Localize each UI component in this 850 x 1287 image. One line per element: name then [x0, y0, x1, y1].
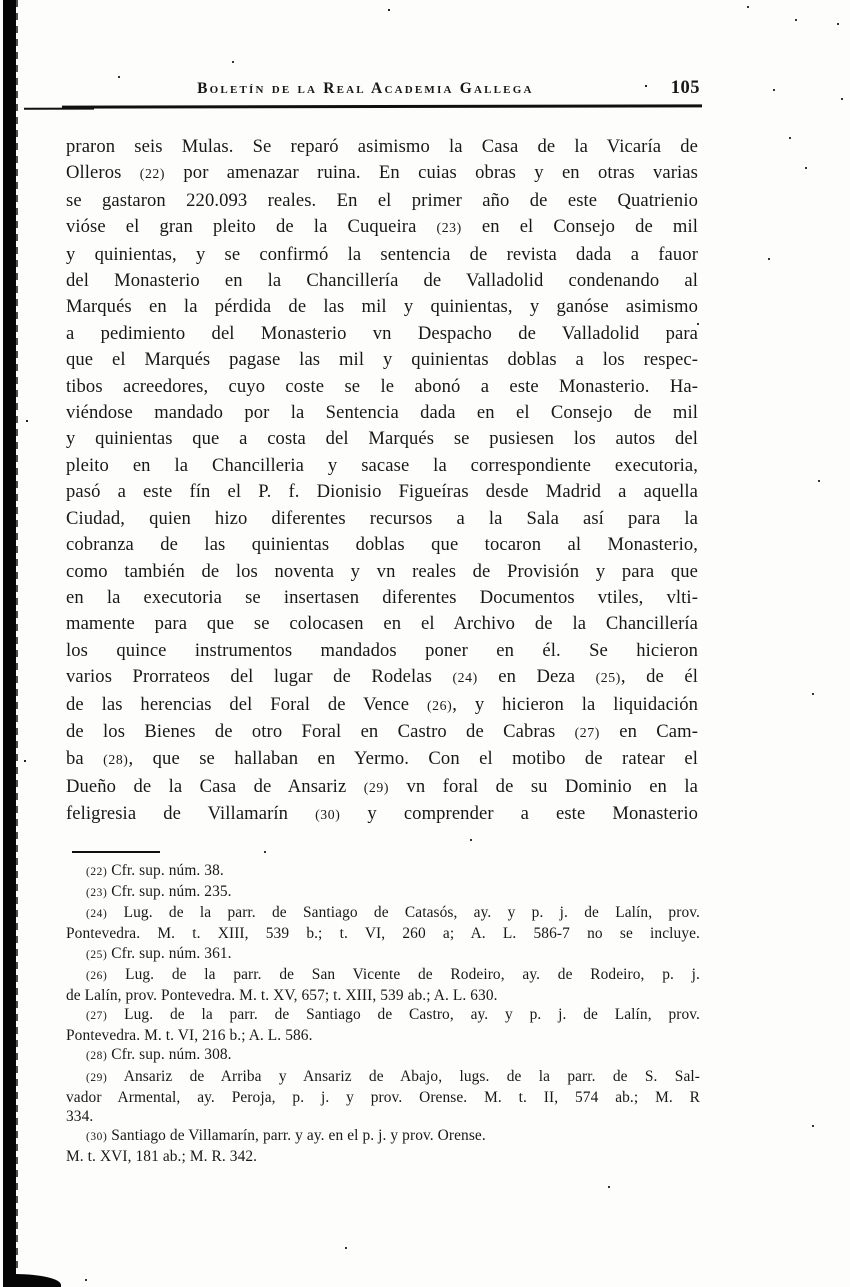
page-number: 105	[670, 78, 700, 98]
body-line: Dueño de la Casa de Ansariz (29) vn foral de su Dominio en la	[66, 775, 698, 797]
footnote-line: 334.	[66, 1107, 94, 1125]
footnote-separator-rule	[72, 851, 160, 853]
footnote-line: (26) Lug. de la parr. de San Vicente de Rodeiro, ay. de Rodeiro, p. j.	[86, 965, 700, 983]
body-line: en la executoria se insertasen diferentes Documentos vtiles, vlti-	[66, 586, 698, 608]
body-line: vióse el gran pleito de la Cuqueira (23) en el Consejo de mil	[66, 216, 698, 238]
body-text	[66, 134, 698, 829]
footnote-line: Pontevedra. M. t. VI, 216 b.; A. L. 586.	[66, 1027, 313, 1045]
footnote-line: M. t. XVI, 181 ab.; M. R. 342.	[66, 1148, 258, 1166]
body-line: del Monasterio en la Chancillería de Valladolid condenando al	[66, 270, 698, 292]
body-line: de las herencias del Foral de Vence (26), y hicieron la liquidación	[66, 693, 698, 715]
body-line: pleito en la Chancilleria y sacase la correspondiente executoria,	[66, 454, 698, 476]
body-line: Olleros (22) por amenazar ruina. En cuias obras y en otras varias	[66, 162, 698, 184]
body-line: a pedimiento del Monasterio vn Despacho de Valladolid para	[66, 322, 698, 344]
footnote-line: de Lalín, prov. Pontevedra. M. t. XV, 657; t. XIII, 539 ab.; A. L. 630.	[66, 986, 498, 1004]
footnote-line: (25) Cfr. sup. núm. 361.	[86, 944, 232, 962]
body-line: los quince instrumentos mandados poner en él. Se hicieron	[66, 639, 698, 661]
scan-speckles	[0, 0, 2, 2]
footnotes	[66, 861, 700, 1166]
page-header	[66, 78, 700, 99]
footnote-line: (24) Lug. de la parr. de Santiago de Catasós, ay. y p. j. de Lalín, prov.	[86, 904, 700, 922]
footnote-line: (23) Cfr. sup. núm. 235.	[86, 883, 232, 901]
body-line: pasó a este fín el P. f. Dionisio Figueíras desde Madrid a aquella	[66, 481, 698, 503]
footnote-line: Pontevedra. M. t. XIII, 539 b.; t. VI, 260 a; A. L. 586-7 no se incluye.	[66, 925, 700, 943]
body-line: varios Prorrateos del lugar de Rodelas (24) en Deza (25), de él	[66, 666, 698, 688]
body-line: de los Bienes de otro Foral en Castro de Cabras (27) en Cam-	[66, 720, 698, 742]
journal-title: Boletín de la Real Academia Gallega	[197, 80, 534, 97]
body-line: praron seis Mulas. Se reparó asimismo la Casa de la Vicaría de	[66, 136, 698, 157]
body-line: Ciudad, quien hizo diferentes recursos a la Sala así para la	[66, 507, 698, 529]
body-line: y quinientas, y se confirmó la sentencia de revista dada a fauor	[66, 243, 698, 265]
header-rule	[62, 104, 702, 108]
footnote-line: (30) Santiago de Villamarín, parr. y ay. en el p. j. y prov. Orense.	[86, 1127, 486, 1145]
body-line: se gastaron 220.093 reales. En el primer año de este Quatrienio	[66, 189, 698, 211]
body-line: feligresia de Villamarín (30) y comprender a este Monasterio	[66, 803, 699, 825]
body-line: tibos acreedores, cuyo coste se le abonó a este Monasterio. Ha-	[66, 375, 698, 397]
body-line: que el Marqués pagase las mil y quinientas doblas a los respec-	[66, 349, 698, 371]
scan-left-edge-rough	[14, 0, 18, 1287]
body-line: ba (28), que se hallaban en Yermo. Con el motibo de ratear el	[66, 748, 698, 770]
footnote-line: (22) Cfr. sup. núm. 38.	[86, 862, 224, 879]
body-line: y quinientas que a costa del Marqués se pusiesen los autos del	[66, 428, 698, 450]
footnote-line: (27) Lug. de la parr. de Santiago de Castro, ay. y p. j. de Lalín, prov.	[86, 1006, 700, 1024]
footnote-line: (29) Ansariz de Arriba y Ansariz de Abajo, lugs. de la parr. de S. Sal-	[86, 1067, 700, 1085]
scan-left-edge-foot	[3, 1274, 61, 1287]
body-line: cobranza de las quinientas doblas que tocaron al Monasterio,	[66, 534, 698, 556]
footnote-line: vador Armental, ay. Peroja, p. j. y prov. Orense. M. t. II, 574 ab.; M. R	[66, 1088, 700, 1106]
body-line: mamente para que se colocasen en el Archivo de la Chancillería	[66, 613, 698, 635]
body-line: Marqués en la pérdida de las mil y quinientas, y ganóse asimismo	[66, 296, 698, 318]
footnote-line: (28) Cfr. sup. núm. 308.	[86, 1046, 232, 1064]
body-line: como también de los noventa y vn reales de Provisión y para que	[66, 560, 698, 582]
body-line: viéndose mandado por la Sentencia dada en el Consejo de mil	[66, 402, 698, 424]
